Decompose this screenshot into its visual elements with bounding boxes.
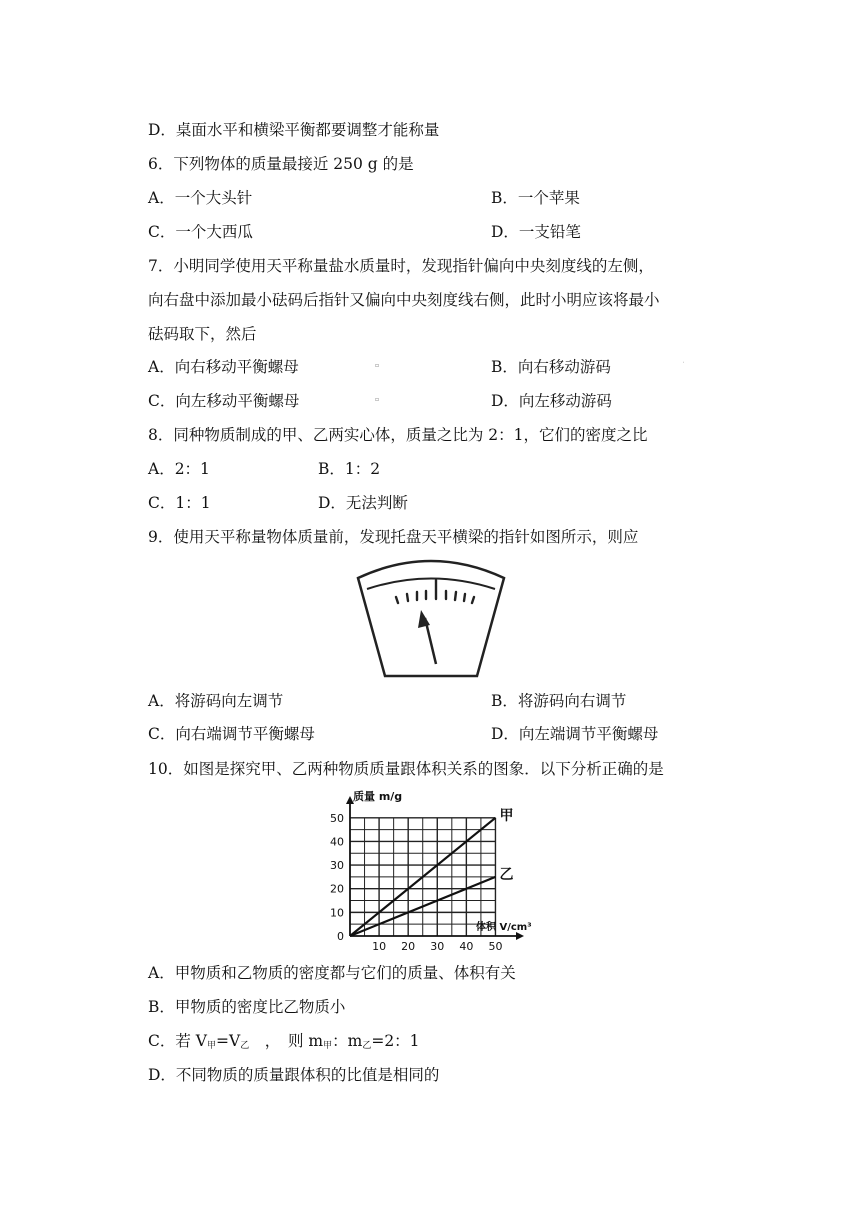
scan-speck: ˙ bbox=[682, 362, 685, 369]
q8-option-b: B．1：2 bbox=[318, 460, 381, 478]
q5-option-d: D．桌面水平和横梁平衡都要调整才能称量 bbox=[148, 121, 440, 139]
q6-option-d: D．一支铅笔 bbox=[491, 223, 581, 241]
y-tick-label: 0 bbox=[337, 930, 344, 943]
q10-option-b: B．甲物质的密度比乙物质小 bbox=[148, 998, 346, 1016]
q7-stem-line2: 向右盘中添加最小砝码后指针又偏向中央刻度线右侧，此时小明应该将最小 bbox=[148, 291, 660, 309]
y-tick-label: 50 bbox=[330, 811, 344, 825]
q8-option-d: D．无法判断 bbox=[318, 494, 408, 512]
x-tick-label: 40 bbox=[459, 940, 474, 953]
y-axis-label: 质量 m/g bbox=[353, 790, 403, 803]
q7-option-b: B．向右移动游码 bbox=[491, 358, 611, 376]
q10-stem: 10．如图是探究甲、乙两种物质质量跟体积关系的图象．以下分析正确的是 bbox=[148, 760, 664, 778]
q10-c-text: =V bbox=[216, 1032, 241, 1050]
q10-c-text: ：m bbox=[332, 1032, 363, 1050]
y-tick-label: 20 bbox=[330, 882, 344, 896]
q10-c-text: C．若 V bbox=[148, 1032, 207, 1050]
q7-stem-line1: 7．小明同学使用天平称量盐水质量时，发现指针偏向中央刻度线的左侧， bbox=[148, 257, 654, 275]
q9-option-b: B．将游码向右调节 bbox=[491, 692, 627, 710]
q10-option-a: A．甲物质和乙物质的密度都与它们的质量、体积有关 bbox=[148, 964, 516, 982]
q6-option-c: C．一个大西瓜 bbox=[148, 223, 253, 241]
q7-option-d: D．向左移动游码 bbox=[491, 392, 612, 410]
q10-c-text: ， 则 m bbox=[249, 1032, 324, 1050]
q10-option-c bbox=[148, 1031, 420, 1056]
series-label-1: 甲 bbox=[499, 807, 514, 824]
q9-option-d: D．向左端调节平衡螺母 bbox=[491, 725, 659, 743]
q10-c-sub: 乙 bbox=[362, 1041, 372, 1051]
y-tick-label: 30 bbox=[330, 859, 344, 873]
q10-c-sub: 甲 bbox=[206, 1041, 216, 1051]
x-tick-label: 20 bbox=[401, 940, 416, 953]
x-tick-label: 30 bbox=[430, 940, 445, 953]
y-tick-label: 40 bbox=[330, 835, 344, 849]
x-tick-label: 50 bbox=[488, 940, 503, 953]
q10-option-d: D．不同物质的质量跟体积的比值是相同的 bbox=[148, 1066, 440, 1084]
chart-series bbox=[350, 808, 513, 936]
x-tick-label: 10 bbox=[372, 940, 387, 953]
q9-option-c: C．向右端调节平衡螺母 bbox=[148, 725, 315, 743]
q7-option-c: C．向左移动平衡螺母 bbox=[148, 392, 300, 410]
q9-option-a: A．将游码向左调节 bbox=[148, 692, 284, 710]
x-axis-arrow bbox=[516, 932, 524, 940]
balance-pointer-figure bbox=[355, 556, 507, 680]
q10-c-sub: 乙 bbox=[240, 1041, 250, 1051]
q8-option-c: C．1：1 bbox=[148, 494, 211, 512]
q6-option-a: A．一个大头针 bbox=[148, 189, 253, 207]
mass-volume-chart bbox=[320, 786, 540, 958]
series-label-2: 乙 bbox=[499, 866, 514, 883]
scan-speck: ▫ bbox=[375, 396, 380, 403]
x-axis-label: 体积 V/cm³ bbox=[476, 922, 532, 933]
q6-option-b: B．一个苹果 bbox=[491, 189, 580, 207]
q7-option-a: A．向右移动平衡螺母 bbox=[148, 358, 299, 376]
q8-stem: 8．同种物质制成的甲、乙两实心体，质量之比为 2：1，它们的密度之比 bbox=[148, 426, 648, 444]
q6-stem: 6．下列物体的质量最接近 250 g 的是 bbox=[148, 155, 414, 173]
scan-speck: ▫ bbox=[375, 362, 380, 369]
q9-stem: 9．使用天平称量物体质量前，发现托盘天平横梁的指针如图所示，则应 bbox=[148, 528, 639, 546]
q7-stem-line3: 砝码取下，然后 bbox=[148, 325, 257, 343]
q10-c-text: =2：1 bbox=[371, 1032, 420, 1050]
q10-c-sub: 甲 bbox=[323, 1041, 333, 1051]
y-tick-label: 10 bbox=[330, 906, 344, 920]
q8-option-a: A．2：1 bbox=[148, 460, 210, 478]
